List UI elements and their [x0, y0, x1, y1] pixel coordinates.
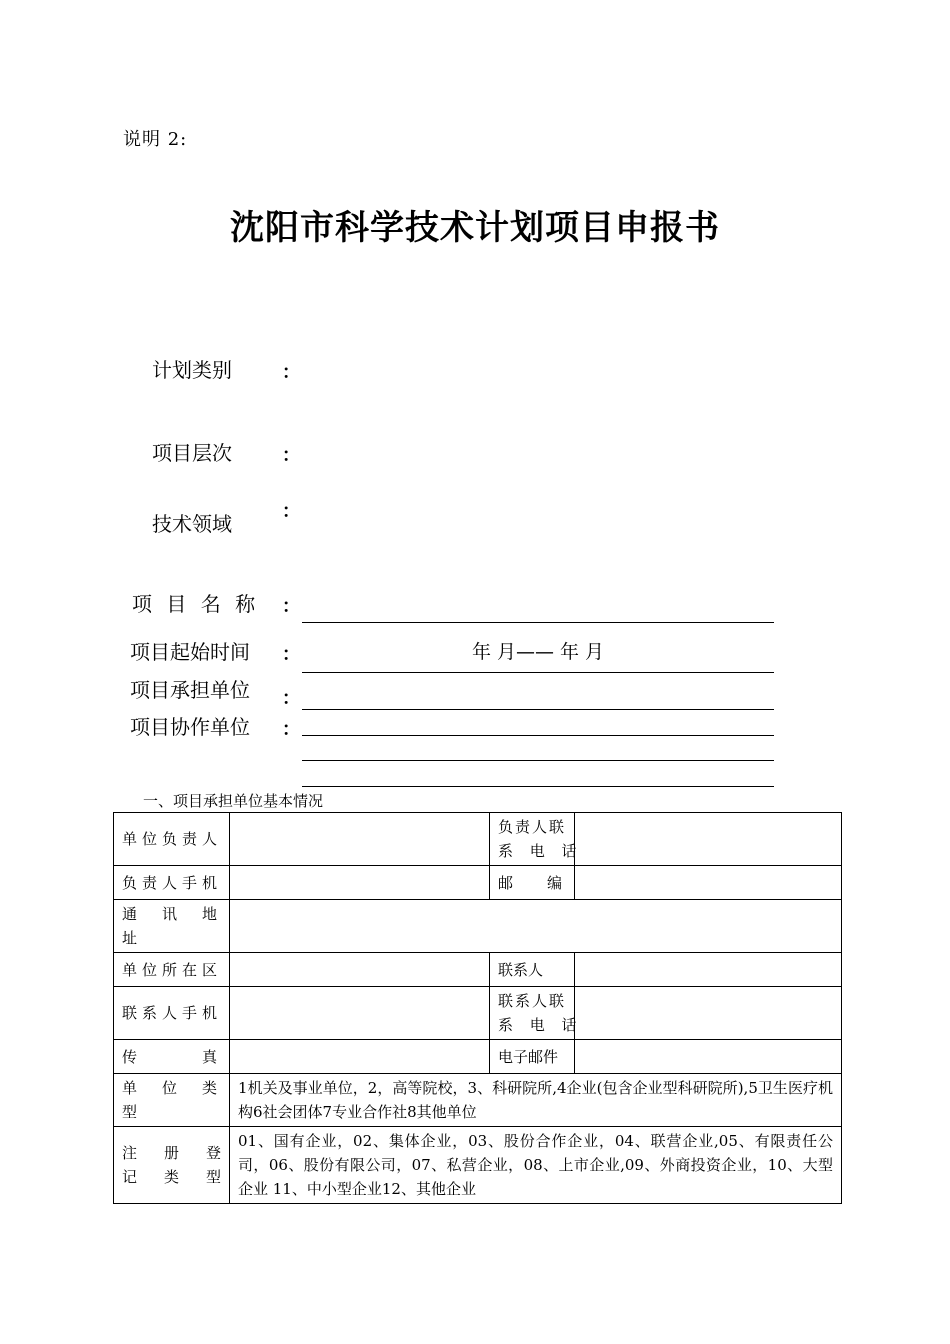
- address-label: 通 讯 地 址: [114, 900, 230, 953]
- unit-leader-input[interactable]: [230, 813, 490, 866]
- unit-info-table: [113, 812, 842, 1204]
- document-title: 沈阳市科学技术计划项目申报书: [230, 208, 720, 248]
- contact-mobile-input[interactable]: [230, 987, 490, 1040]
- section-title: 一、项目承担单位基本情况: [143, 792, 324, 810]
- reg-type-label-line1: 注 册 登: [122, 1144, 221, 1162]
- contact-input[interactable]: [575, 953, 842, 987]
- address-input[interactable]: [230, 900, 842, 953]
- leader-mobile-label: 负责人手机: [114, 866, 230, 900]
- contact-mobile-label: 联系人手机: [114, 987, 230, 1040]
- table-row: [114, 813, 842, 866]
- contact-label: 联系人: [490, 953, 575, 987]
- leader-phone-label: [490, 813, 583, 866]
- project-name-line[interactable]: [302, 622, 774, 623]
- cooperating-unit-label: 项目协作单位: [130, 715, 250, 739]
- project-level-label: 项目层次: [152, 441, 232, 465]
- project-period-value[interactable]: 年 月—— 年 月: [471, 641, 605, 663]
- project-name-colon: ：: [282, 596, 300, 617]
- table-row: [114, 953, 842, 987]
- fax-input[interactable]: [230, 1040, 490, 1074]
- table-row: [114, 900, 842, 953]
- cooperating-unit-line-1[interactable]: [302, 735, 774, 736]
- reg-type-label-line2: 记 类 型: [122, 1168, 221, 1186]
- unit-leader-label: 单位负责人: [114, 813, 230, 866]
- contact-phone-label-line1: 联系人联: [498, 992, 567, 1010]
- leader-phone-input[interactable]: [575, 813, 842, 866]
- cooperating-unit-colon: ：: [282, 719, 300, 740]
- contact-phone-label-line2: 系 电 话: [498, 1016, 583, 1034]
- leader-phone-label-line2: 系 电 话: [498, 842, 583, 860]
- project-level-colon: ：: [282, 445, 300, 466]
- leader-mobile-input[interactable]: [230, 866, 490, 900]
- plan-type-label: 计划类别: [152, 358, 232, 382]
- reg-type-options[interactable]: 01、国有企业，02、集体企业，03、股份合作企业，04、联营企业,05、有限责任公司，06、股份有限公司，07、私营企业，08、上市企业,09、外商投资企业，10、大型企业 11、中小型企业12、其他企业: [230, 1127, 842, 1204]
- district-label: 单位所在区: [114, 953, 230, 987]
- contact-phone-label: [490, 987, 583, 1040]
- leader-phone-label-line1: 负责人联: [498, 818, 567, 836]
- district-input[interactable]: [230, 953, 490, 987]
- project-period-colon: ：: [282, 644, 300, 665]
- note-label: 说明 2:: [123, 129, 188, 150]
- fax-label: 传 真: [114, 1040, 230, 1074]
- table-row: [114, 1040, 842, 1074]
- plan-type-colon: ：: [282, 362, 300, 383]
- cooperating-unit-line-3[interactable]: [302, 786, 774, 787]
- table-row: [114, 866, 842, 900]
- undertaking-unit-line[interactable]: [302, 709, 774, 710]
- email-input[interactable]: [575, 1040, 842, 1074]
- table-row: [114, 1074, 842, 1127]
- contact-phone-input[interactable]: [575, 987, 842, 1040]
- tech-field-colon: ：: [282, 501, 300, 522]
- table-row: [114, 987, 842, 1040]
- table-row: [114, 1127, 842, 1204]
- project-period-label: 项目起始时间: [130, 640, 250, 664]
- postcode-label: 邮 编: [490, 866, 575, 900]
- project-period-line: [302, 672, 774, 673]
- undertaking-unit-label: 项目承担单位: [130, 678, 250, 702]
- project-name-label: 项 目 名 称: [132, 592, 260, 616]
- email-label: 电子邮件: [490, 1040, 575, 1074]
- undertaking-unit-colon: ：: [282, 688, 300, 709]
- postcode-input[interactable]: [575, 866, 842, 900]
- unit-type-label: 单 位 类 型: [114, 1074, 230, 1127]
- tech-field-label: 技术领域: [152, 512, 232, 536]
- unit-type-options[interactable]: 1机关及事业单位，2，高等院校，3、科研院所,4企业(包含企业型科研院所),5卫生医疗机构6社会团体7专业合作社8其他单位: [230, 1074, 842, 1127]
- cooperating-unit-line-2[interactable]: [302, 760, 774, 761]
- reg-type-label: [114, 1127, 230, 1204]
